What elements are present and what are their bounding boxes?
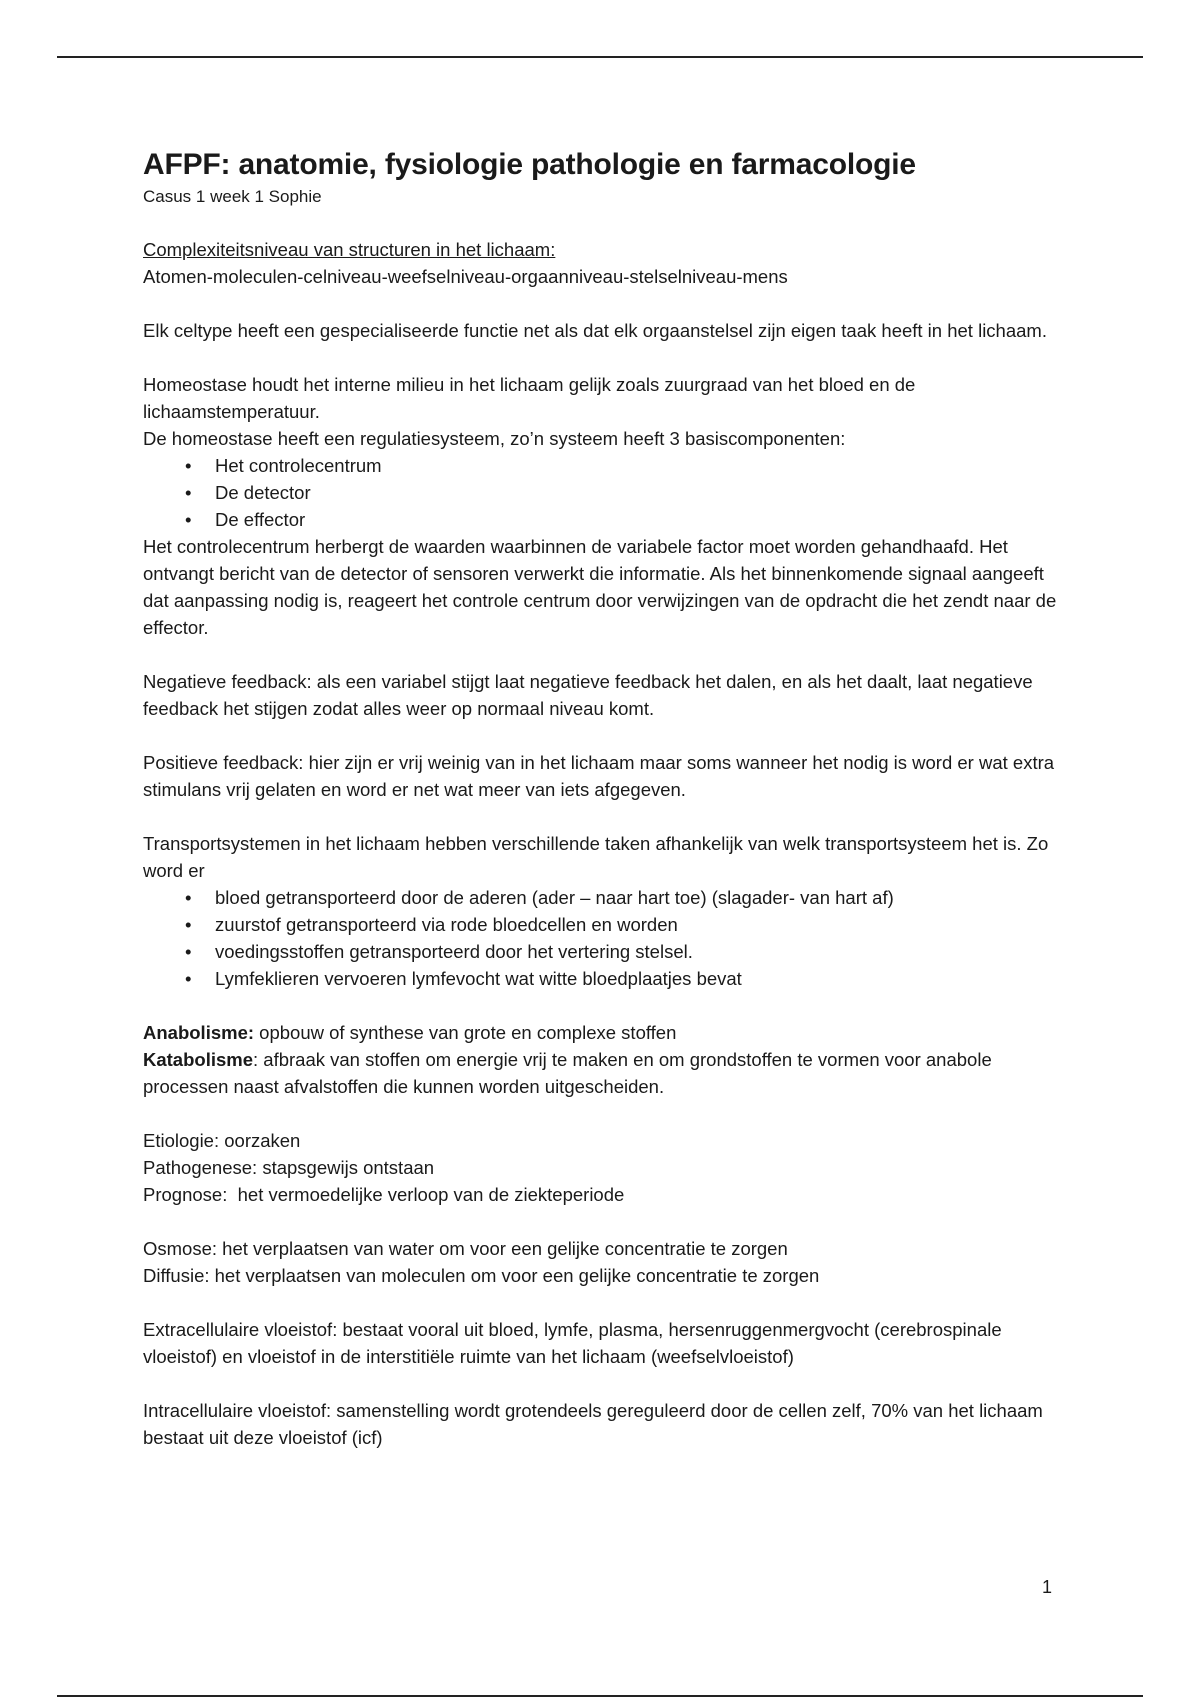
positive-feedback-paragraph: Positieve feedback: hier zijn er vrij weinig van in het lichaam maar soms wanneer het nodig is word er wat extra stimulans vrij gelaten en word er net wat meer van iets afgegeven. [143, 752, 1055, 800]
prognose-line: Prognose: het vermoedelijke verloop van de ziekteperiode [143, 1184, 625, 1205]
bullet-icon: • [185, 455, 192, 476]
list-item: • Lymfeklieren vervoeren lymfevocht wat witte bloedplaatjes bevat [185, 965, 1063, 992]
catabolism-term: Katabolisme [143, 1049, 254, 1070]
pathogenese-line: Pathogenese: stapsgewijs ontstaan [143, 1157, 435, 1178]
list-item: • zuurstof getransporteerd via rode bloedcellen en worden [185, 911, 1063, 938]
homeostase-components-list [143, 452, 1063, 533]
anabolism-text: opbouw of synthese van grote en complexe stoffen [254, 1022, 677, 1043]
complexity-levels: Atomen-moleculen-celniveau-weefselniveau-orgaanniveau-stelselniveau-mens [143, 266, 788, 287]
document-body [143, 145, 1063, 1451]
anabolism-term: Anabolisme: [143, 1022, 255, 1043]
intracellular-paragraph: Intracellulaire vloeistof: samenstelling wordt grotendeels gereguleerd door de cellen zelf, 70% van het lichaam bestaat uit deze vloeistof (icf) [143, 1400, 1043, 1448]
list-item: • De detector [185, 479, 1063, 506]
bullet-icon: • [185, 968, 192, 989]
extracellular-paragraph: Extracellulaire vloeistof: bestaat vooral uit bloed, lymfe, plasma, hersenruggenmergvocht (cerebrospinale vloeistof) en vloeistof in de interstitiële ruimte van het lichaam (weefselvloeistof) [143, 1319, 1002, 1367]
homeostase-regulation: De homeostase heeft een regulatiesysteem, zo’n systeem heeft 3 basiscomponenten: [143, 428, 846, 449]
bullet-icon: • [185, 482, 192, 503]
list-item: • Het controlecentrum [185, 452, 1063, 479]
header-rule [57, 56, 1143, 58]
transport-intro: Transportsystemen in het lichaam hebben verschillende taken afhankelijk van welk transportsysteem het is. Zo word er [143, 833, 1049, 881]
complexity-heading: Complexiteitsniveau van structuren in het lichaam: [143, 239, 556, 260]
celltype-paragraph: Elk celtype heeft een gespecialiseerde functie net als dat elk orgaanstelsel zijn eigen taak heeft in het lichaam. [143, 320, 1047, 341]
transport-list [143, 884, 1063, 992]
homeostase-intro: Homeostase houdt het interne milieu in het lichaam gelijk zoals zuurgraad van het bloed en de lichaamstemperatuur. [143, 374, 916, 422]
document-title: AFPF: anatomie, fysiologie pathologie en farmacologie [143, 148, 916, 181]
bullet-icon: • [185, 509, 192, 530]
anabolism-paragraph [143, 1019, 1063, 1046]
document-subtitle: Casus 1 week 1 Sophie [143, 187, 322, 206]
bullet-icon: • [185, 914, 192, 935]
etiologie-line: Etiologie: oorzaken [143, 1130, 301, 1151]
osmose-line: Osmose: het verplaatsen van water om voor een gelijke concentratie te zorgen [143, 1238, 788, 1259]
list-item: • bloed getransporteerd door de aderen (ader – naar hart toe) (slagader- van hart af) [185, 884, 1063, 911]
catabolism-text: : afbraak van stoffen om energie vrij te maken en om grondstoffen te vormen voor anabole processen naast afvalstoffen die kunnen worden uitgescheiden. [143, 1049, 992, 1097]
bullet-icon: • [185, 887, 192, 908]
list-item: • voedingsstoffen getransporteerd door het vertering stelsel. [185, 938, 1063, 965]
homeostase-explanation: Het controlecentrum herbergt de waarden waarbinnen de variabele factor moet worden gehandhaafd. Het ontvangt bericht van de detector of sensoren verwerkt die informatie. Als het binnenkomende signaal aangeeft dat aanpassing nodig is, reageert het controle centrum door verwijzingen van de opdracht die het zendt naar de effector. [143, 536, 1057, 638]
diffusie-line: Diffusie: het verplaatsen van moleculen om voor een gelijke concentratie te zorgen [143, 1265, 820, 1286]
negative-feedback-paragraph: Negatieve feedback: als een variabel stijgt laat negatieve feedback het dalen, en als het daalt, laat negatieve feedback het stijgen zodat alles weer op normaal niveau komt. [143, 671, 1033, 719]
list-item: • De effector [185, 506, 1063, 533]
page-number: 1 [1042, 1577, 1053, 1597]
catabolism-paragraph [143, 1046, 1063, 1100]
footer-rule [57, 1695, 1143, 1697]
bullet-icon: • [185, 941, 192, 962]
